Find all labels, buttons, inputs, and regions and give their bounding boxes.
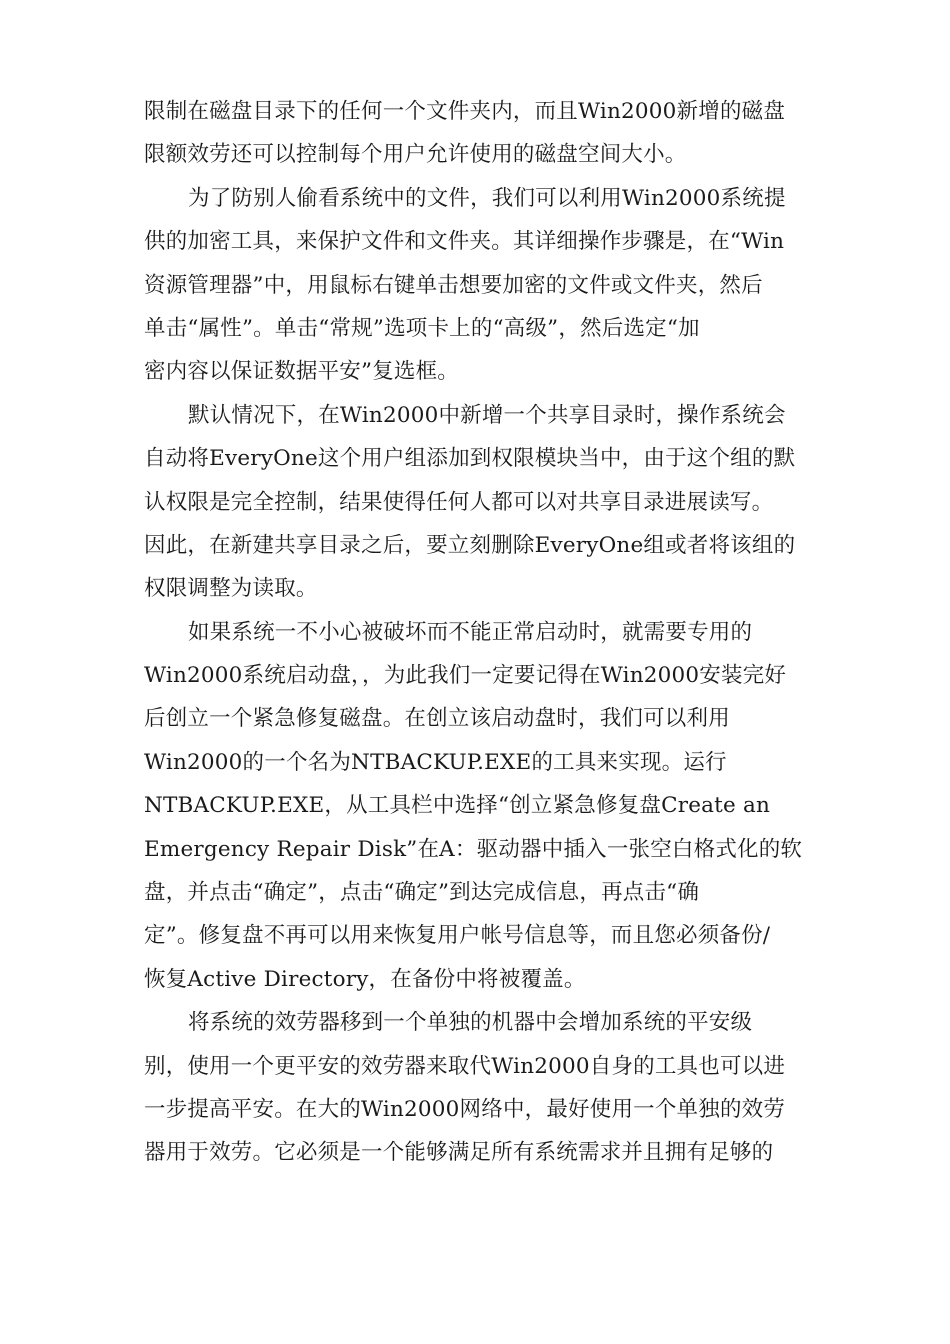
paragraph-first-line: 将系统的效劳器移到一个单独的机器中会增加系统的平安级 (188, 1010, 753, 1036)
body-text (144, 90, 824, 1175)
text-line: Win2000的一个名为NTBACKUP.EXE的工具来实现。运行 (144, 749, 727, 775)
text-line: 一步提高平安。在大的Win2000网络中，最好使用一个单独的效劳 (144, 1096, 786, 1122)
text-line: 限制在磁盘目录下的任何一个文件夹内，而且Win2000新增的磁盘 (144, 99, 786, 124)
text-line: 别，使用一个更平安的效劳器来取代Win2000自身的工具也可以进 (144, 1053, 786, 1079)
text-line: 恢复Active Directory，在备份中将被覆盖。 (144, 966, 586, 992)
text-line: 单击“属性”。单击“常规”选项卡上的“高级”，然后选定“加 (144, 315, 700, 341)
text-line: 自动将EveryOne这个用户组添加到权限模块当中，由于这个组的默 (144, 446, 796, 472)
paragraph-first-line: 如果系统一不小心被破坏而不能正常启动时，就需要专用的 (188, 619, 753, 645)
text-line: 认权限是完全控制，结果使得任何人都可以对共享目录进展读写。 (144, 489, 774, 515)
text-line: 权限调整为读取。 (144, 576, 318, 602)
paragraph-first-line: 默认情况下，在Win2000中新增一个共享目录时，操作系统会 (188, 402, 786, 428)
text-line: 密内容以保证数据平安”复选框。 (144, 359, 459, 385)
text-line: 资源管理器”中，用鼠标右键单击想要加密的文件或文件夹，然后 (144, 272, 763, 298)
text-line: 供的加密工具，来保护文件和文件夹。其详细操作步骤是，在“Win (144, 229, 785, 255)
text-line: 器用于效劳。它必须是一个能够满足所有系统需求并且拥有足够的 (144, 1140, 774, 1166)
text-line: Win2000系统启动盘，，为此我们一定要记得在Win2000安装完好 (144, 663, 787, 689)
text-line: 后创立一个紧急修复磁盘。在创立该启动盘时，我们可以利用 (144, 706, 730, 732)
text-line: Emergency Repair Disk”在A：驱动器中插入一张空白格式化的软 (144, 836, 803, 862)
text-line: 因此，在新建共享目录之后，要立刻删除EveryOne组或者将该组的 (144, 532, 796, 558)
text-line: 定”。修复盘不再可以用来恢复用户帐号信息等，而且您必须备份/ (144, 923, 771, 949)
text-line: 盘，并点击“确定”，点击“确定”到达完成信息，再点击“确 (144, 880, 700, 906)
text-line: NTBACKUP.EXE，从工具栏中选择“创立紧急修复盘Create an (144, 793, 771, 819)
paragraph-first-line: 为了防别人偷看系统中的文件，我们可以利用Win2000系统提 (188, 185, 786, 211)
text-line: 限额效劳还可以控制每个用户允许使用的磁盘空间大小。 (144, 142, 687, 168)
